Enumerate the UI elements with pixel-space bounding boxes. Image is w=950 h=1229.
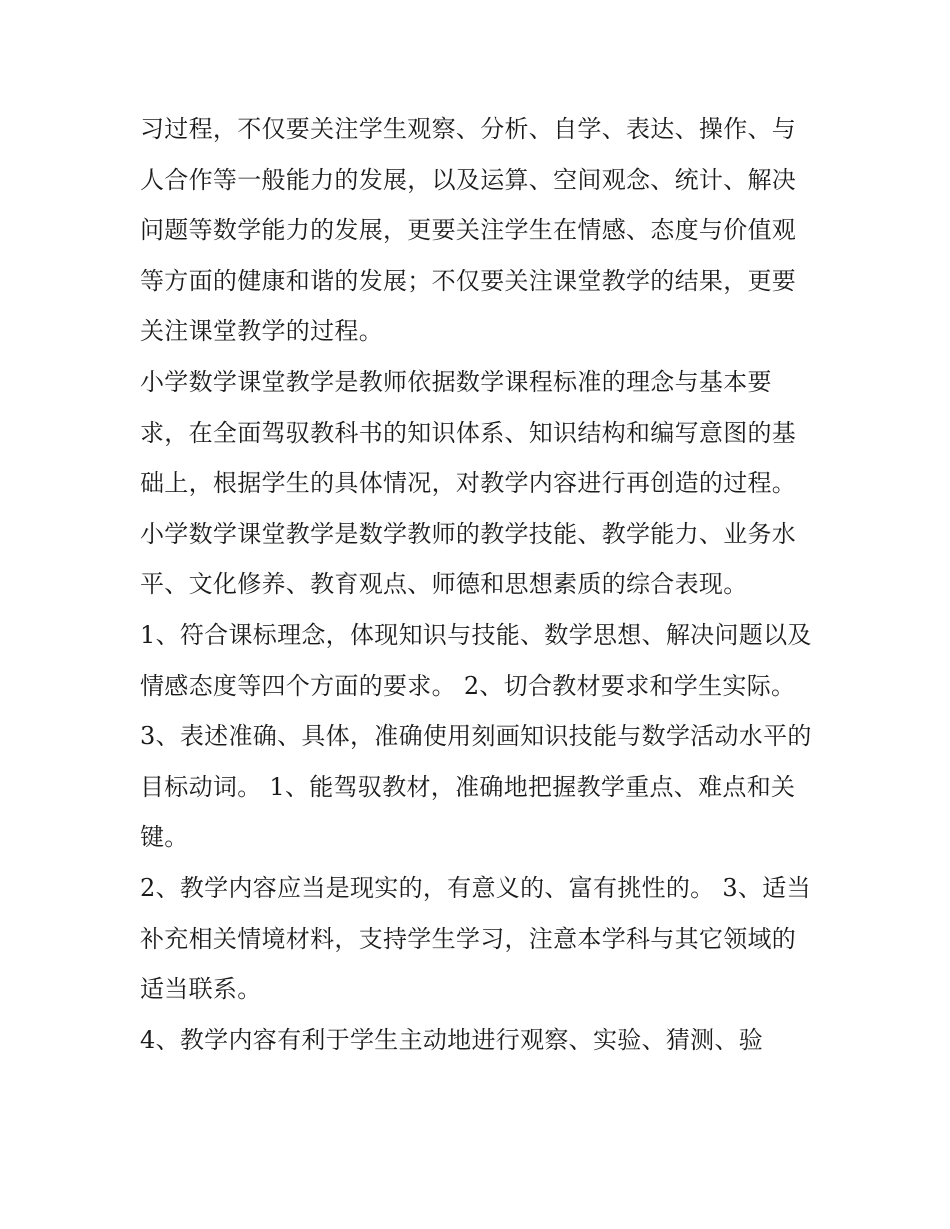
paragraph-2: 小学数学课堂教学是教师依据数学课程标准的理念与基本要求，在全面驾驭教科书的知识体系、知识结构和编写意图的基础上，根据学生的具体情况，对教学内容进行再创造的过程。 <box>140 367 797 498</box>
paragraph-4: 1、符合课标理念，体现知识与技能、数学思想、解决问题以及情感态度等四个方面的要求。 2、切合教材要求和学生实际。 <box>140 620 812 700</box>
paragraph-5: 3、表述准确、具体，准确使用刻画知识技能与数学活动水平的目标动词。 1、能驾驭教材，准确地把握教学重点、难点和关键。 <box>140 722 812 852</box>
paragraph-3: 小学数学课堂教学是数学教师的教学技能、教学能力、业务水平、文化修养、教育观点、师德和思想素质的综合表现。 <box>140 519 797 599</box>
paragraph-1: 习过程，不仅要关注学生观察、分析、自学、表达、操作、与人合作等一般能力的发展，以及运算、空间观念、统计、解决问题等数学能力的发展，更要关注学生在情感、态度与价值观等方面的健康和谐的发展；不仅要关注课堂教学的结果，更要关注课堂教学的过程。 <box>140 115 797 346</box>
document-body <box>140 104 820 1065</box>
paragraph-6: 2、教学内容应当是现实的，有意义的、富有挑性的。 3、适当补充相关情境材料，支持学生学习，注意本学科与其它领域的适当联系。 <box>140 873 811 1004</box>
paragraph-7: 4、教学内容有利于学生主动地进行观察、实验、猜测、验 <box>140 1025 764 1054</box>
